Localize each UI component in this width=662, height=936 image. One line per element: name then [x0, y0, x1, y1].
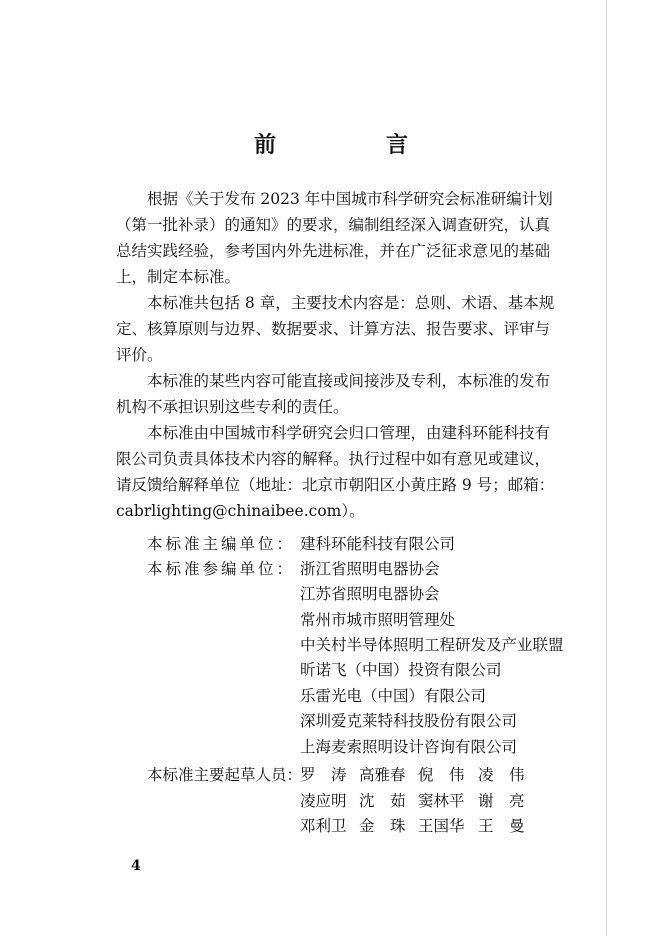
participating-units-label: 本标准参编单位： [147, 560, 296, 578]
participating-unit: 中关村半导体照明工程研发及产业联盟 [300, 636, 564, 654]
drafter-name: 沈 茹 [359, 792, 406, 810]
text-line: 定、核算原则与边界、数据要求、计算方法、报告要求、评审与 [116, 320, 551, 338]
participating-unit: 深圳爱克莱特科技股份有限公司 [300, 712, 518, 730]
participating-unit: 江苏省照明电器协会 [300, 585, 440, 603]
preface-body [116, 186, 555, 524]
drafters-label: 本标准主要起草人员： [147, 766, 303, 784]
participating-unit: 上海麦索照明设计咨询有限公司 [300, 738, 518, 756]
participating-unit: 浙江省照明电器协会 [300, 560, 440, 578]
text-line: 请反馈给解释单位（地址：北京市朝阳区小黄庄路 9 号；邮箱： [116, 476, 555, 494]
paragraph-contents [116, 290, 555, 368]
drafter-name: 窦林平 [418, 792, 465, 810]
text-line: 根据《关于发布 2023 年中国城市科学研究会标准研编计划 [147, 190, 553, 208]
drafter-name: 高雅春 [359, 766, 406, 784]
participating-unit: 乐雷光电（中国）有限公司 [300, 687, 487, 705]
chief-unit-name: 建科环能科技有限公司 [300, 535, 456, 553]
text-line: （第一批补录）的通知》的要求，编制组经深入调查研究，认真 [116, 216, 551, 234]
drafter-name: 金 珠 [359, 817, 406, 835]
page-number: 4 [131, 858, 141, 874]
drafter-name: 邓利卫 [300, 817, 347, 835]
drafter-name: 倪 伟 [418, 766, 465, 784]
text-line: 总结实践经验，参考国内外先进标准，并在广泛征求意见的基础 [116, 242, 551, 260]
text-line: 本标准由中国城市科学研究会归口管理，由建科环能科技有 [147, 424, 551, 442]
text-line: 本标准的某些内容可能直接或间接涉及专利，本标准的发布 [147, 372, 551, 390]
text-line: 上，制定本标准。 [116, 268, 241, 286]
drafter-name: 王 曼 [478, 817, 525, 835]
text-line: 本标准共包括 8 章，主要技术内容是：总则、术语、基本规 [147, 294, 555, 312]
paragraph-patents [116, 368, 552, 420]
participating-unit: 昕诺飞（中国）投资有限公司 [300, 661, 502, 679]
paragraph-management [116, 420, 555, 524]
chief-unit-label: 本标准主编单位： [147, 535, 296, 553]
drafter-name: 王国华 [418, 817, 465, 835]
drafter-name: 罗 涛 [300, 766, 347, 784]
contact-email-line: cabrlighting@chinaibee.com）。 [116, 502, 365, 520]
text-line: 机构不承担识别这些专利的责任。 [116, 398, 349, 416]
text-line: 评价。 [116, 346, 163, 364]
drafter-name: 凌 伟 [478, 766, 525, 784]
drafter-name: 谢 亮 [478, 792, 525, 810]
participating-unit: 常州市城市照明管理处 [300, 611, 456, 629]
drafter-name: 凌应明 [300, 792, 347, 810]
text-line: 限公司负责具体技术内容的解释。执行过程中如有意见或建议， [116, 450, 551, 468]
paragraph-basis [116, 186, 552, 290]
page-title: 前 言 [253, 132, 452, 158]
